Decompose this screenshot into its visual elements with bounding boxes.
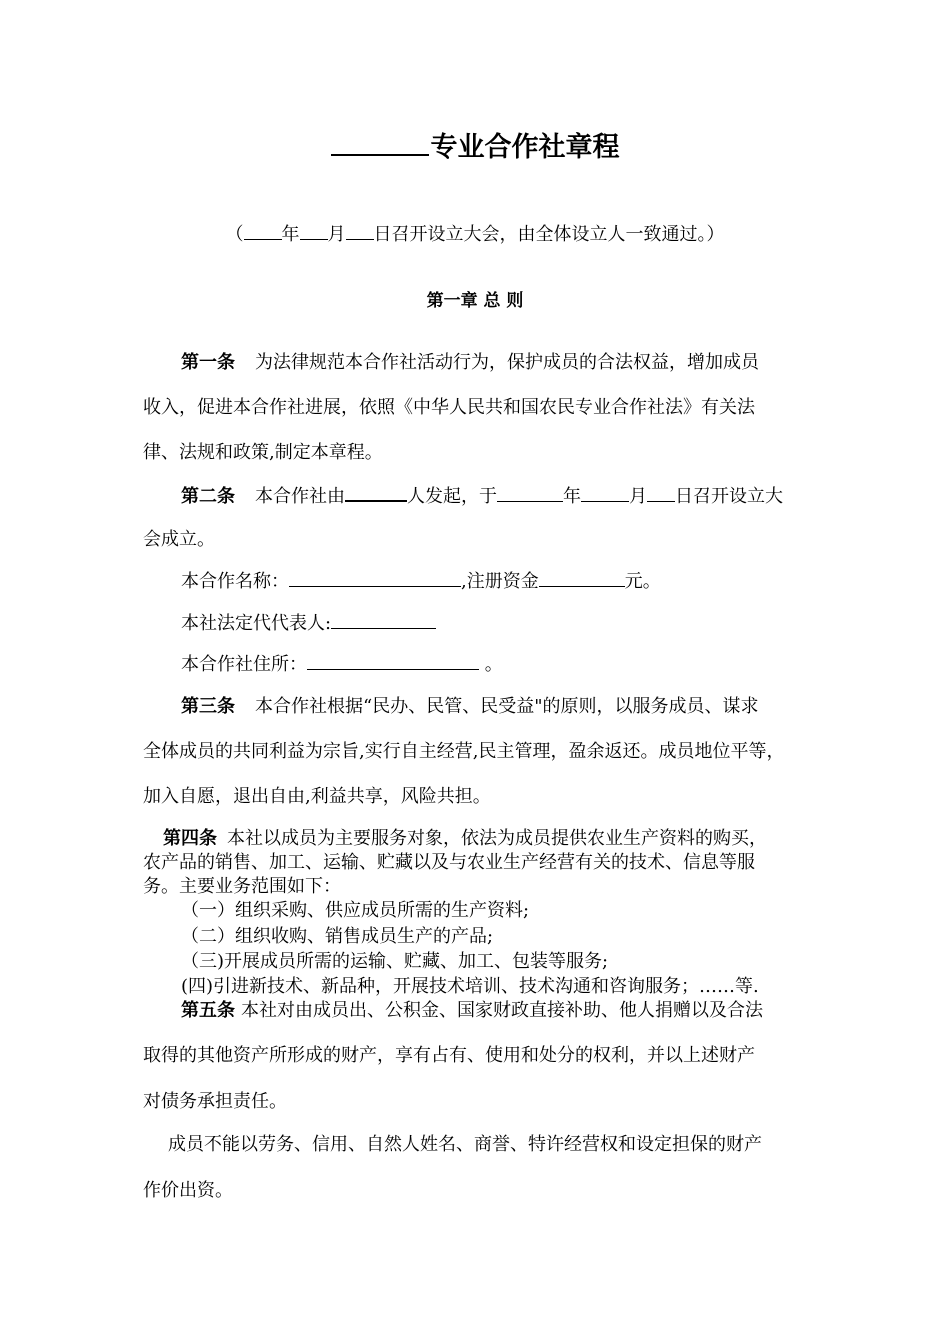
representative-line: 本社法定代代表人: xyxy=(181,613,436,635)
article-1-line-3: 律、法规和政策,制定本章程。 xyxy=(143,442,383,463)
address-line: 本合作社住所： 。 xyxy=(181,654,503,675)
day-blank xyxy=(346,224,374,240)
article-2-line-2: 会成立。 xyxy=(143,529,215,550)
article-3-line-3: 加入自愿，退出自由,利益共享，风险共担。 xyxy=(143,786,491,807)
article-4-item-1: （一）组织采购、供应成员所需的生产资料; xyxy=(181,900,530,921)
capital-blank xyxy=(539,571,625,587)
article-4-item-3: （三)开展成员所需的运输、贮藏、加工、包装等服务; xyxy=(181,951,609,972)
address-blank xyxy=(307,654,479,670)
adoption-note: （ 年 月 日召开设立大会，由全体设立人一致通过。） xyxy=(225,224,725,245)
document-title: 专业合作社章程 xyxy=(0,131,950,165)
month-blank-2 xyxy=(581,486,629,502)
representative-blank xyxy=(331,613,436,629)
day-blank-2 xyxy=(647,486,675,502)
article-5-line-2: 取得的其他资产所形成的财产，享有占有、使用和处分的权利，并以上述财产 xyxy=(143,1045,755,1066)
contribution-para-line-1: 成员不能以劳务、信用、自然人姓名、商誉、特许经营权和设定担保的财产 xyxy=(168,1134,762,1155)
article-1-line-1: 第一条 为法律规范本合作社活动行为，保护成员的合法权益，增加成员 xyxy=(181,352,759,373)
article-3-line-2: 全体成员的共同利益为宗旨,实行自主经营,民主管理，盈余返还。成员地位平等， xyxy=(143,741,785,762)
article-5-line-3: 对债务承担责任。 xyxy=(143,1091,287,1112)
article-3-line-1: 第三条 本合作社根据“民办、民管、民受益"的原则，以服务成员、谋求 xyxy=(181,696,759,717)
contribution-para-line-2: 作价出资。 xyxy=(143,1180,233,1201)
article-4-item-4: (四)引进新技术、新品种，开展技术培训、技术沟通和咨询服务；……等. xyxy=(181,976,759,997)
name-blank xyxy=(289,571,461,587)
article-4-label: 第四条 xyxy=(163,828,217,849)
chapter-heading: 第一章 总 则 xyxy=(426,291,524,311)
article-3-label: 第三条 xyxy=(181,696,235,717)
article-1-line-2: 收入，促进本合作社进展，依照《中华人民共和国农民专业合作社法》有关法 xyxy=(143,397,755,418)
article-5-label: 第五条 xyxy=(181,1000,235,1021)
article-4-line-1: 第四条 本社以成员为主要服务对象，依法为成员提供农业生产资料的购买， xyxy=(163,828,767,849)
article-4-line-2: 农产品的销售、加工、运输、贮藏以及与农业生产经营有关的技术、信息等服 xyxy=(143,852,755,873)
article-1-label: 第一条 xyxy=(181,352,235,373)
article-5-line-1: 第五条 本社对由成员出、公积金、国家财政直接补助、他人捐赠以及合法 xyxy=(181,1000,763,1021)
article-2-label: 第二条 xyxy=(181,486,235,507)
title-blank xyxy=(331,132,429,156)
name-line: 本合作名称： ,注册资金 元。 xyxy=(181,571,661,592)
month-blank xyxy=(300,224,328,240)
year-blank xyxy=(244,224,282,240)
founders-blank xyxy=(345,485,407,502)
article-2-line-1: 第二条 本合作社由 人发起，于 年 月 日召开设立大 xyxy=(181,486,783,507)
year-blank-2 xyxy=(497,486,563,502)
article-4-line-3: 务。主要业务范围如下： xyxy=(143,876,341,897)
article-4-item-2: （二）组织收购、销售成员生产的产品; xyxy=(181,926,494,947)
